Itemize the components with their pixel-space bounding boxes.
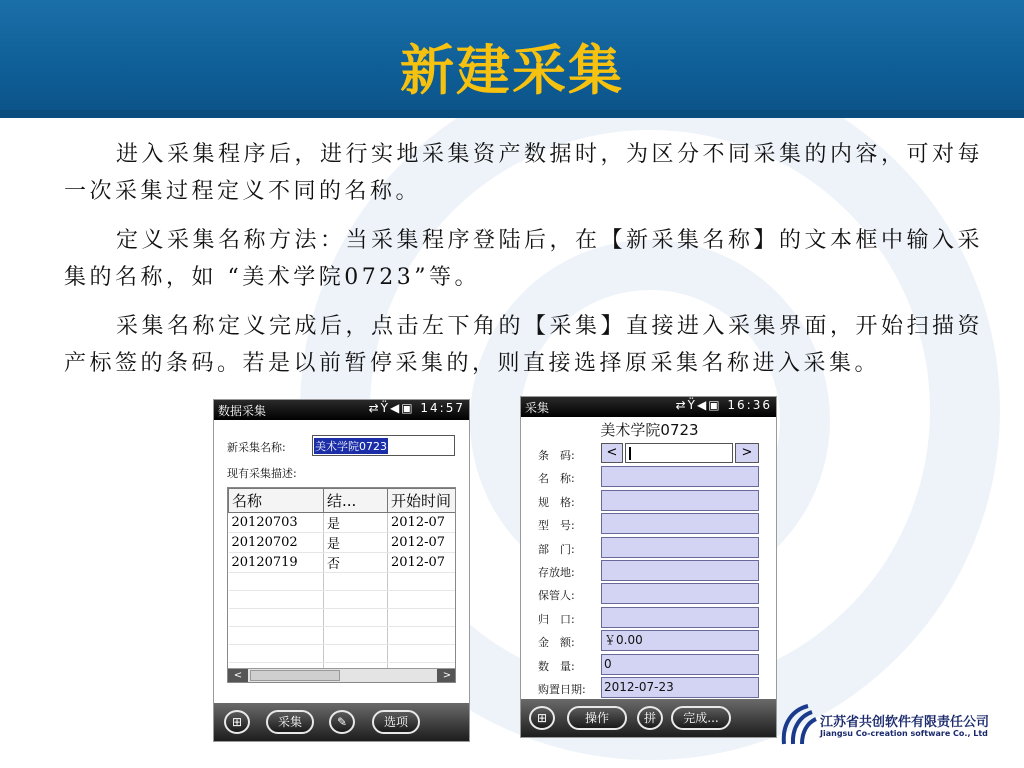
column-header[interactable]: 开始时间 <box>388 489 457 513</box>
scroll-left-arrow[interactable]: < <box>228 669 248 682</box>
company-name-cn: 江苏省共创软件有限责任公司 <box>820 715 990 730</box>
form-field[interactable] <box>601 537 759 558</box>
paragraph-3: 采集名称定义完成后，点击左下角的【采集】直接进入采集界面，开始扫描资产标签的条码。若是以前暂停采集的，则直接选择原采集名称进入采集。 <box>64 314 984 376</box>
scroll-thumb[interactable] <box>250 670 340 681</box>
cell: 是 <box>324 513 388 533</box>
column-header[interactable]: 名称 <box>229 489 324 513</box>
barcode-prev-button[interactable]: < <box>601 443 623 463</box>
bottom-toolbar <box>521 699 776 737</box>
volume-icon: ◀ <box>390 401 402 415</box>
empty-row <box>229 627 457 645</box>
cell: 2012-07 <box>388 553 457 573</box>
column-header[interactable]: 结... <box>324 489 388 513</box>
barcode-input-group <box>601 443 759 463</box>
cell: 20120719 <box>229 553 324 573</box>
scroll-right-arrow[interactable]: > <box>437 669 456 682</box>
form-label: 部 门: <box>538 543 575 556</box>
form-field[interactable]: ￥0.00 <box>601 630 759 651</box>
left-phone-screenshot <box>213 399 470 742</box>
signal-icon: ⇄ <box>675 398 688 412</box>
status-time: 14:57 <box>420 401 465 415</box>
cell: 20120703 <box>229 513 324 533</box>
form-label: 名 称: <box>538 472 575 485</box>
cell: 2012-07 <box>388 513 457 533</box>
form-label: 型 号: <box>538 519 575 532</box>
pin-button[interactable]: 拼 <box>637 706 663 730</box>
table-header <box>229 489 457 513</box>
empty-row <box>229 591 457 609</box>
form-label: 金 额: <box>538 636 575 649</box>
slide-title: 新建采集 <box>400 39 624 102</box>
form-label: 数 量: <box>538 660 575 673</box>
form-field[interactable]: 0 <box>601 654 759 675</box>
table-row[interactable] <box>229 533 457 553</box>
logo-emblem-icon <box>778 704 818 746</box>
form-field[interactable] <box>601 607 759 628</box>
finish-button[interactable]: 完成... <box>671 706 731 730</box>
windows-start-icon[interactable]: ⊞ <box>529 706 555 730</box>
status-bar <box>214 400 469 420</box>
form-label: 规 格: <box>538 496 575 509</box>
company-logo <box>778 702 1018 748</box>
right-phone-screenshot <box>520 396 777 738</box>
barcode-next-button[interactable]: > <box>735 443 759 463</box>
cell: 2012-07 <box>388 533 457 553</box>
collection-grid <box>228 488 456 681</box>
table-row[interactable] <box>229 513 457 533</box>
status-icons <box>369 401 465 415</box>
new-name-input[interactable] <box>312 435 455 456</box>
form-field[interactable] <box>601 513 759 534</box>
paragraph-1: 进入采集程序后，进行实地采集资产数据时，为区分不同采集的内容，可对每一次采集过程定义不同的名称。 <box>64 142 984 204</box>
desc-label: 现有采集描述: <box>227 467 297 480</box>
operate-button[interactable]: 操作 <box>567 706 627 730</box>
battery-icon: ▣ <box>708 398 722 412</box>
form-label: 归 口: <box>538 613 575 626</box>
options-button[interactable]: 选项 <box>372 710 420 734</box>
banner-stripe <box>0 110 1024 118</box>
form-field[interactable] <box>601 560 759 581</box>
volume-icon: ◀ <box>697 398 709 412</box>
form-label: 存放地: <box>538 566 575 579</box>
collect-button[interactable]: 采集 <box>266 710 314 734</box>
battery-icon: ▣ <box>401 401 415 415</box>
form-field[interactable]: 2012-07-23 <box>601 677 759 698</box>
collection-table[interactable] <box>227 487 456 683</box>
form-label: 保管人: <box>538 589 575 602</box>
empty-row <box>229 645 457 663</box>
windows-start-icon[interactable]: ⊞ <box>224 710 250 734</box>
form-field[interactable] <box>601 583 759 604</box>
cell: 否 <box>324 553 388 573</box>
text-cursor <box>629 447 631 460</box>
form-field[interactable] <box>601 466 759 487</box>
paragraph-2: 定义采集名称方法：当采集程序登陆后，在【新采集名称】的文本框中输入采集的名称，如 “美术学院0723”等。 <box>64 228 984 290</box>
form-label: 条 码: <box>538 449 575 462</box>
bottom-toolbar <box>214 703 469 741</box>
signal-icon: ⇄ <box>368 401 381 415</box>
cell: 20120702 <box>229 533 324 553</box>
cell: 是 <box>324 533 388 553</box>
company-name-en: Jiangsu Co-creation software Co., Ltd <box>820 729 988 738</box>
empty-row <box>229 609 457 627</box>
status-icons <box>676 398 772 412</box>
network-icon: Ÿ <box>687 398 697 412</box>
empty-row <box>229 573 457 591</box>
brush-icon[interactable]: ✎ <box>329 710 355 734</box>
form-field[interactable] <box>601 490 759 511</box>
barcode-input[interactable] <box>625 443 733 463</box>
new-name-value: 美术学院0723 <box>315 440 387 453</box>
status-bar <box>521 397 776 417</box>
form-label: 购置日期: <box>538 683 586 696</box>
horizontal-scrollbar[interactable] <box>228 668 456 682</box>
status-title: 数据采集 <box>218 404 267 418</box>
status-time: 16:36 <box>727 398 772 412</box>
collection-header: 美术学院0723 <box>600 421 699 439</box>
status-title: 采集 <box>525 401 550 415</box>
table-row[interactable] <box>229 553 457 573</box>
new-name-label: 新采集名称: <box>227 441 286 454</box>
network-icon: Ÿ <box>380 401 390 415</box>
